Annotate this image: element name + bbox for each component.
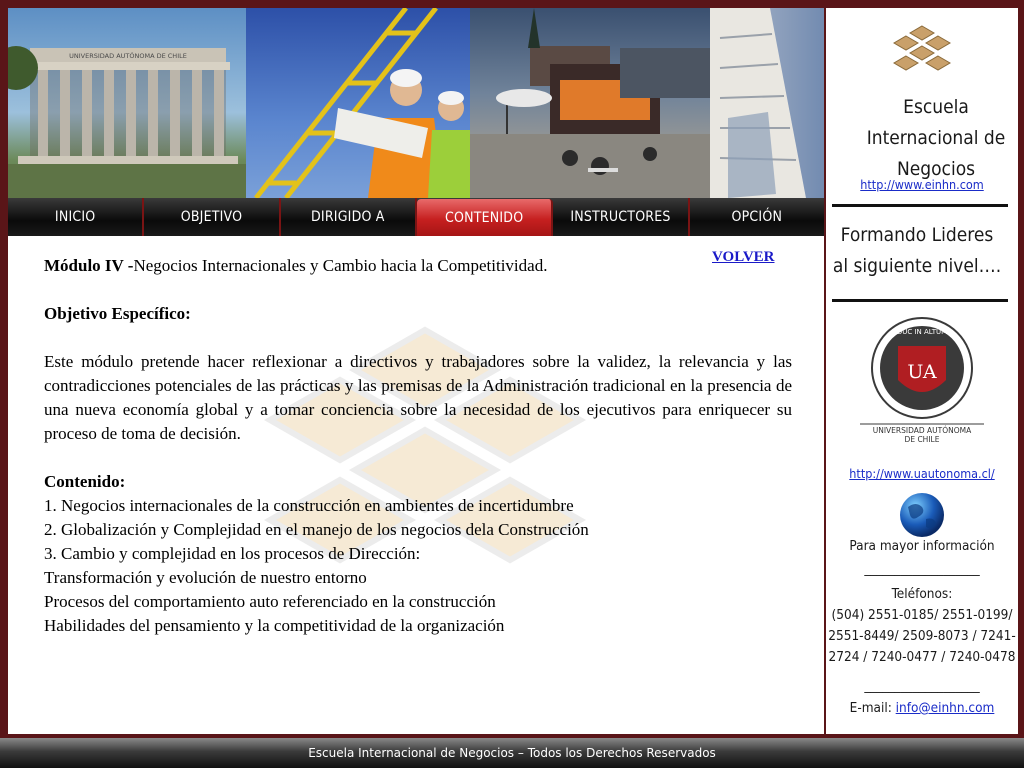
nav-dirigido-a[interactable]: DIRIGIDO A	[281, 198, 417, 236]
nav-instructores[interactable]: INSTRUCTORES	[553, 198, 689, 236]
module-label: Módulo IV -	[44, 256, 134, 275]
phones-line-2: 2551-8449/ 2509-8073 / 7241-	[828, 628, 1016, 644]
school-name: Escuela Internacional de Negocios	[866, 96, 1006, 180]
separator-line: ___________________	[864, 678, 980, 694]
school-url-link[interactable]: http://www.einhn.com	[860, 177, 984, 192]
contents-heading: Contenido:	[44, 472, 126, 491]
phones-line-3: 2724 / 7240-0477 / 7240-0478	[828, 649, 1016, 665]
ua-name-line-1: UNIVERSIDAD AUTÓNOMA	[872, 426, 972, 435]
ua-ring-motto: DUC IN ALTUM	[896, 328, 948, 336]
ua-shield-letters: UA	[907, 361, 937, 383]
email-link[interactable]: info@einhn.com	[895, 700, 995, 716]
einhn-logo-icon	[880, 24, 964, 82]
module-title: Negocios Internacionales y Cambio hacia la Competitividad.	[133, 256, 548, 275]
contents-item: 2. Globalización y Complejidad en el manejo de los negocios dela Construcción	[44, 520, 589, 539]
nav-opcion[interactable]: OPCIÓN	[731, 209, 783, 225]
info-label: Para mayor información	[849, 538, 995, 554]
module-heading	[44, 254, 792, 278]
globe-icon	[898, 491, 946, 539]
divider	[832, 204, 1008, 207]
right-sidebar	[826, 8, 1018, 734]
nav-inicio[interactable]: INICIO	[8, 198, 144, 236]
slogan-line-2: al siguiente nivel….	[832, 255, 1002, 277]
main-navigation	[8, 198, 824, 236]
ua-university-logo	[856, 316, 988, 448]
contents-item: 1. Negocios internacionales de la construcción en ambientes de incertidumbre	[44, 496, 574, 515]
header-banner	[8, 8, 824, 198]
ua-url-link[interactable]: http://www.uautonoma.cl/	[849, 466, 995, 481]
footer	[0, 738, 1024, 768]
contents-item: Procesos del comportamiento auto referenciado en la construcción	[44, 592, 496, 611]
module-content	[44, 248, 792, 638]
email-label: E-mail:	[849, 700, 896, 716]
university-building-photo	[8, 8, 246, 198]
nav-objetivo[interactable]: OBJETIVO	[144, 198, 280, 236]
slogan-line-1: Formando Lideres	[840, 224, 994, 246]
phones-label: Teléfonos:	[891, 586, 953, 602]
phones-line-1: (504) 2551-0185/ 2551-0199/	[831, 607, 1013, 623]
main-panel	[8, 8, 824, 734]
volver-link[interactable]: VOLVER	[712, 249, 775, 265]
ua-name-line-2: DE CHILE	[904, 435, 940, 444]
modern-building-photo	[710, 8, 824, 198]
engineers-photo	[246, 8, 470, 198]
divider	[832, 299, 1008, 302]
objective-heading: Objetivo Específico:	[44, 304, 191, 323]
contents-item: Habilidades del pensamiento y la competitividad de la organización	[44, 616, 505, 635]
facade-inscription: UNIVERSIDAD AUTÓNOMA DE CHILE	[69, 52, 187, 60]
separator-line: ___________________	[864, 561, 980, 577]
objective-text: Este módulo pretende hacer reflexionar a directivos y trabajadores sobre la validez, la relevancia y las contradicciones potenciales de las prácticas y las premisas de la Administración tradicional en la presencia de una nueva economía global y a tomar conciencia sobre la necesidad de los ejecutivos para enriquecer su proceso de toma de decisión.	[44, 352, 792, 443]
contents-item: 3. Cambio y complejidad en los procesos de Dirección:	[44, 544, 421, 563]
campus-night-photo	[470, 8, 710, 198]
email-row	[826, 698, 1018, 719]
contents-item: Transformación y evolución de nuestro entorno	[44, 568, 367, 587]
footer-text: Escuela Internacional de Negocios – Todos los Derechos Reservados	[308, 746, 716, 760]
nav-contenido[interactable]: CONTENIDO	[417, 199, 553, 236]
